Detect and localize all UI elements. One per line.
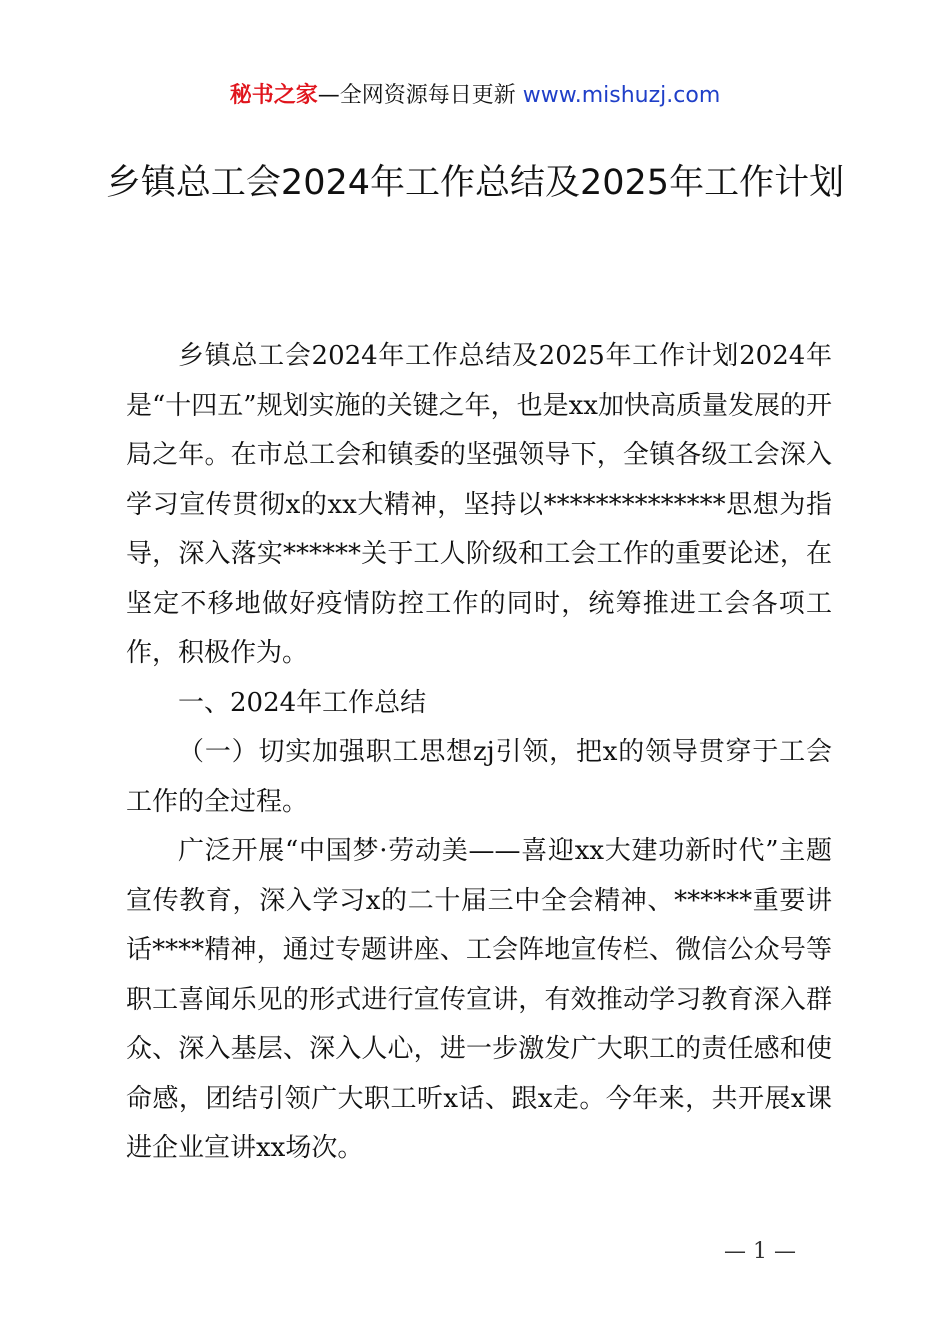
site-header <box>0 80 950 112</box>
document-body <box>126 332 832 1174</box>
document-title: 乡镇总工会2024年工作总结及2025年工作计划 <box>105 163 845 203</box>
site-url-link[interactable]: www.mishuzj.com <box>522 83 721 108</box>
section-heading: 一、2024年工作总结 <box>178 687 427 718</box>
body-paragraph: 广泛开展“中国梦·劳动美——喜迎xx大建功新时代”主题宣传教育，深入学习x的二十届三中全会精神、******重要讲话****精神，通过专题讲座、工会阵地宣传栏、微信公众号等职工喜闻乐见的形式进行宣传宣讲，有效推动学习教育深入群众、深入基层、深入人心，进一步激发广大职工的责任感和使命感，团结引领广大职工听x话、跟x走。今年来，共开展x课进企业宣讲xx场次。 <box>126 836 832 1163</box>
site-brand: 秘书之家 <box>229 83 318 108</box>
intro-paragraph: 乡镇总工会2024年工作总结及2025年工作计划2024年是“十四五”规划实施的关键之年，也是xx加快高质量发展的开局之年。在市总工会和镇委的坚强领导下，全镇各级工会深入学习宣传贯彻x的xx大精神，坚持以**************思想为指导，深入落实******关于工人阶级和工会工作的重要论述，在坚定不移地做好疫情防控工作的同时，统筹推进工会各项工作，积极作为。 <box>126 341 832 668</box>
subsection-heading: （一）切实加强职工思想zj引领，把x的领导贯穿于工会工作的全过程。 <box>126 737 832 817</box>
page-number: — 1 — <box>724 1239 796 1264</box>
site-tagline: —全网资源每日更新 <box>317 83 523 108</box>
